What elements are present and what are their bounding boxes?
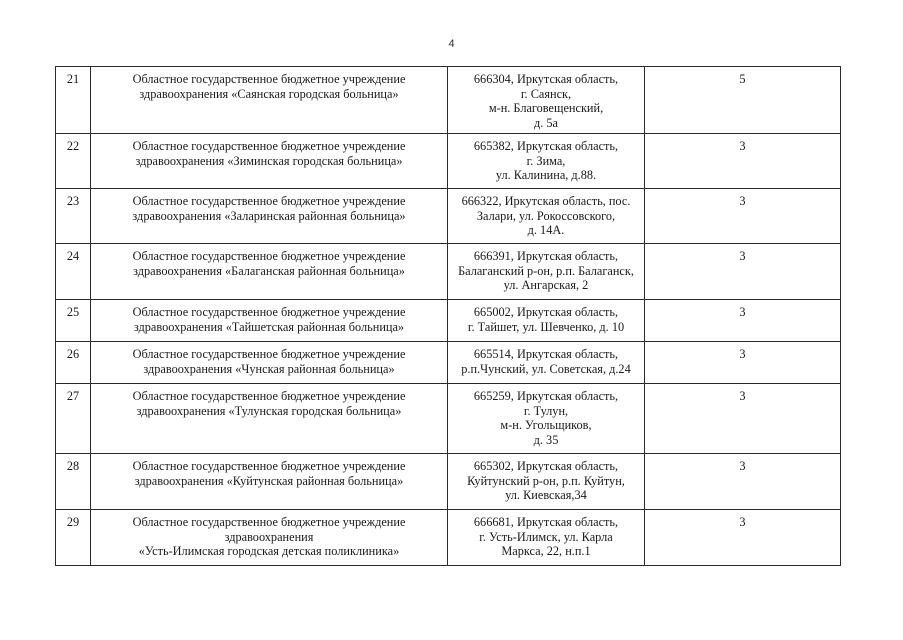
institution-address (448, 300, 645, 342)
address-line: г. Тайшет, ул. Шевченко, д. 10 (467, 319, 625, 334)
name-line: Областное государственное бюджетное учреждение (132, 249, 406, 263)
address-line: 666681, Иркутская область, (473, 515, 619, 529)
address-line: г. Зима, (526, 153, 566, 168)
institution-address (448, 134, 645, 189)
name-line: здравоохранения «Тулунская городская больница» (136, 403, 402, 418)
table-row (56, 244, 841, 300)
institution-name (91, 510, 448, 566)
institution-address (448, 510, 645, 566)
name-line: здравоохранения «Саянская городская больница» (139, 86, 399, 101)
institution-name (91, 300, 448, 342)
address-line: 665514, Иркутская область, (473, 347, 619, 361)
address-line: р.п.Чунский, ул. Советская, д.24 (461, 361, 631, 376)
address-line: ул. Ангарская, 2 (503, 278, 589, 292)
address-line: м-н. Угольщиков, (500, 418, 592, 432)
institution-address (448, 384, 645, 454)
name-line: здравоохранения «Балаганская районная больница» (133, 263, 405, 278)
row-number: 24 (56, 244, 91, 300)
institution-address (448, 67, 645, 134)
institution-address (448, 454, 645, 510)
row-number: 26 (56, 342, 91, 384)
count-value: 5 (645, 67, 841, 134)
table-row (56, 342, 841, 384)
address-line: 665002, Иркутская область, (473, 305, 619, 319)
name-line: Областное государственное бюджетное учреждение (132, 305, 406, 319)
name-line: Областное государственное бюджетное учреждение (132, 459, 406, 473)
count-value: 3 (645, 244, 841, 300)
name-line: Областное государственное бюджетное учреждение (132, 194, 406, 208)
name-line: Областное государственное бюджетное учреждение (132, 72, 406, 86)
address-line: ул. Киевская,34 (505, 488, 587, 502)
count-value: 3 (645, 189, 841, 244)
institution-address (448, 189, 645, 244)
row-number: 23 (56, 189, 91, 244)
address-line: 666391, Иркутская область, (473, 249, 619, 263)
address-line: Залари, ул. Рокоссовского, (476, 208, 616, 223)
address-line: м-н. Благовещенский, (488, 101, 604, 115)
name-line: «Усть-Илимская городская детская поликлиника» (138, 544, 400, 558)
address-line: г. Саянск, (520, 86, 572, 101)
table-row (56, 454, 841, 510)
address-line: 666322, Иркутская область, пос. (461, 194, 631, 208)
row-number: 25 (56, 300, 91, 342)
institution-name (91, 189, 448, 244)
institution-name (91, 134, 448, 189)
name-line: здравоохранения «Куйтунская районная больница» (134, 473, 404, 488)
count-value: 3 (645, 342, 841, 384)
table-row (56, 510, 841, 566)
address-line: д. 5а (533, 115, 558, 130)
institution-name (91, 384, 448, 454)
row-number: 27 (56, 384, 91, 454)
count-value: 3 (645, 384, 841, 454)
count-value: 3 (645, 134, 841, 189)
count-value: 3 (645, 454, 841, 510)
name-line: здравоохранения «Чунская районная больница» (143, 361, 395, 376)
name-line: здравоохранения «Тайшетская районная больница» (133, 319, 405, 334)
institution-name (91, 454, 448, 510)
name-line: здравоохранения «Зиминская городская больница» (135, 153, 403, 168)
institution-name (91, 67, 448, 134)
count-value: 3 (645, 510, 841, 566)
table-row (56, 134, 841, 189)
count-value: 3 (645, 300, 841, 342)
name-line: здравоохранения (224, 529, 314, 544)
address-line: г. Усть-Илимск, ул. Карла (479, 529, 613, 544)
name-line: Областное государственное бюджетное учреждение (132, 139, 406, 153)
name-line: Областное государственное бюджетное учреждение (132, 515, 406, 529)
address-line: д. 35 (533, 432, 559, 447)
row-number: 22 (56, 134, 91, 189)
address-line: г. Тулун, (523, 403, 569, 418)
institution-address (448, 342, 645, 384)
address-line: 665259, Иркутская область, (473, 389, 619, 403)
address-line: 665382, Иркутская область, (473, 139, 619, 153)
table-row (56, 67, 841, 134)
row-number: 28 (56, 454, 91, 510)
address-line: 666304, Иркутская область, (473, 72, 619, 86)
name-line: Областное государственное бюджетное учреждение (132, 389, 406, 403)
name-line: здравоохранения «Заларинская районная больница» (132, 208, 406, 223)
address-line: Маркса, 22, н.п.1 (501, 544, 591, 558)
row-number: 21 (56, 67, 91, 134)
institutions-table (55, 66, 841, 566)
table-body (56, 67, 841, 566)
address-line: 665302, Иркутская область, (473, 459, 619, 473)
institution-name (91, 244, 448, 300)
address-line: д. 14А. (527, 223, 565, 237)
address-line: Балаганский р-он, р.п. Балаганск, (458, 263, 634, 278)
table-row (56, 189, 841, 244)
page-number: 4 (448, 38, 455, 50)
name-line: Областное государственное бюджетное учреждение (132, 347, 406, 361)
row-number: 29 (56, 510, 91, 566)
table-row (56, 300, 841, 342)
address-line: Куйтунский р-он, р.п. Куйтун, (467, 473, 625, 488)
institution-name (91, 342, 448, 384)
address-line: ул. Калинина, д.88. (495, 168, 597, 182)
institution-address (448, 244, 645, 300)
table-row (56, 384, 841, 454)
